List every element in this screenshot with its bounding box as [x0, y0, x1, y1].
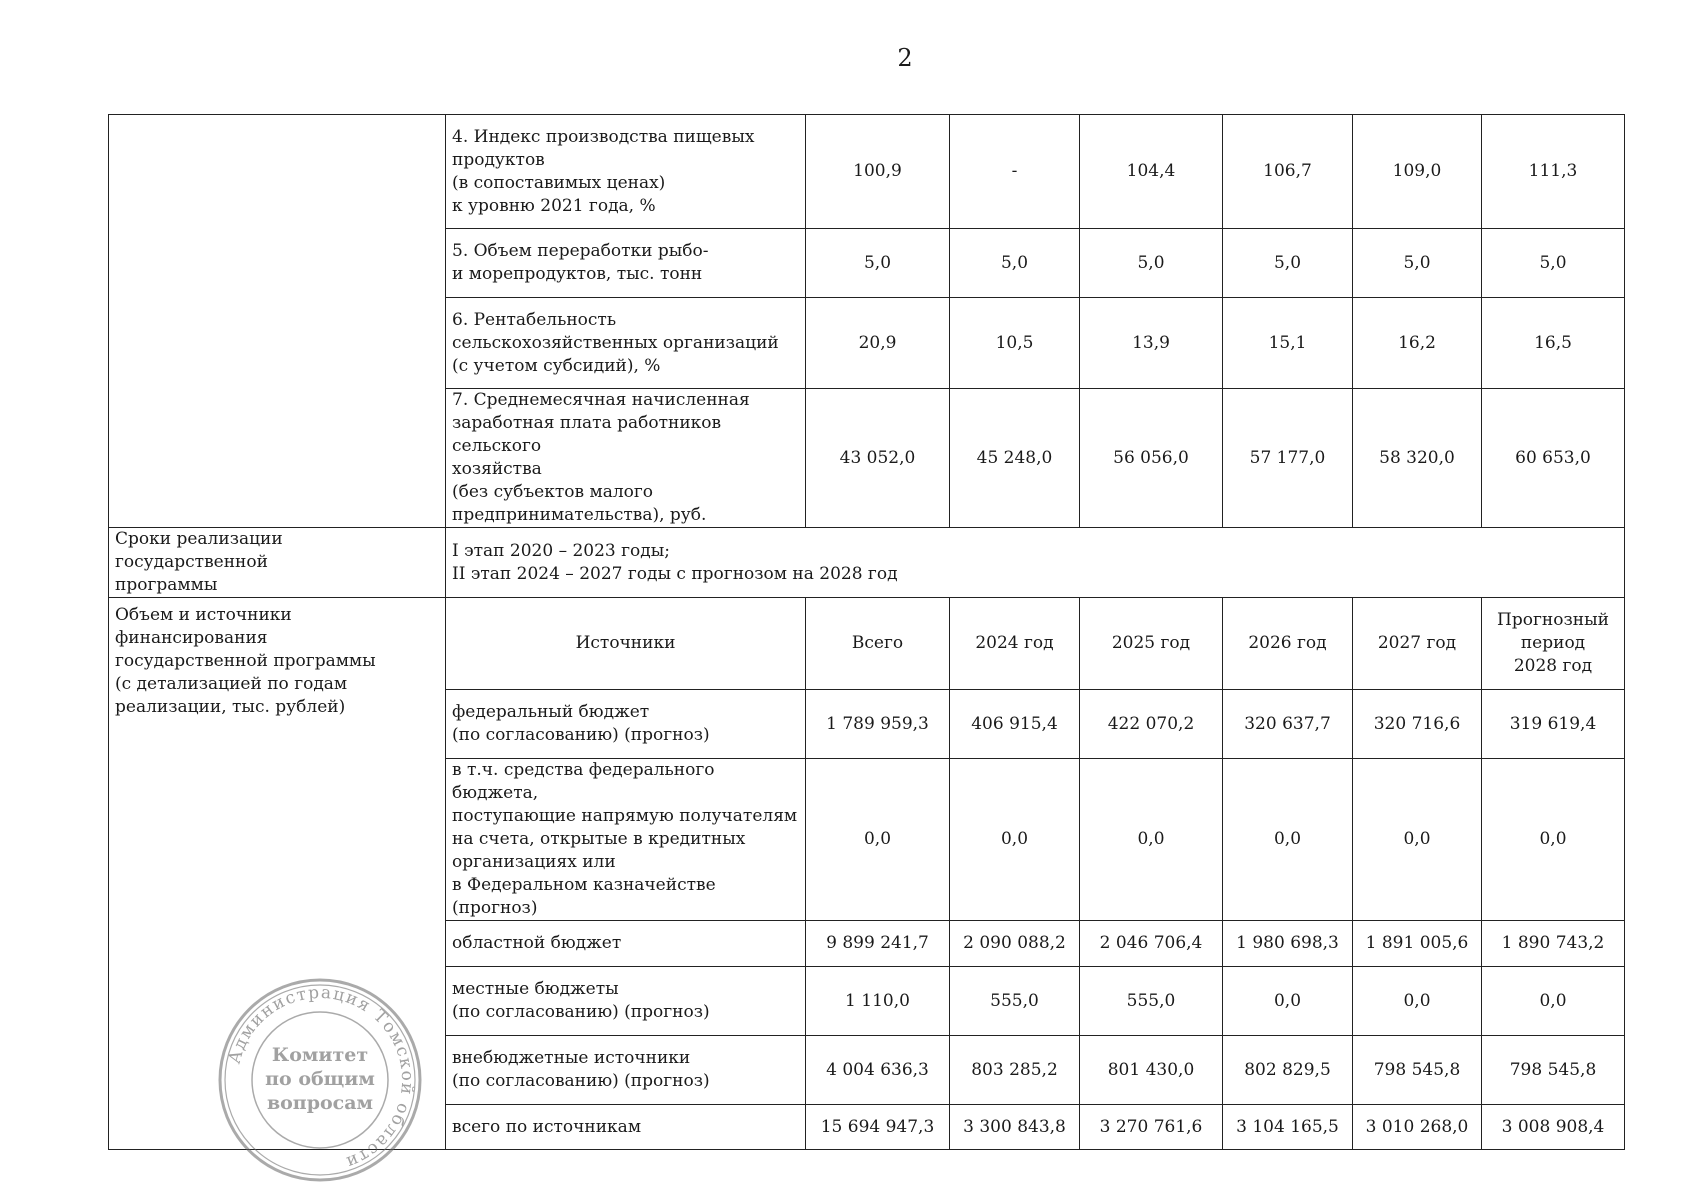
terms-row — [109, 528, 1625, 598]
financing-header-row — [109, 598, 1625, 690]
indicator-value: 5,0 — [806, 229, 950, 298]
financing-value: 798 545,8 — [1353, 1036, 1482, 1105]
financing-value: 3 270 761,6 — [1080, 1105, 1223, 1150]
financing-value: 3 010 268,0 — [1353, 1105, 1482, 1150]
financing-source-label: областной бюджет — [446, 921, 806, 967]
financing-header-cell: Всего — [806, 598, 950, 690]
financing-value: 320 716,6 — [1353, 690, 1482, 759]
financing-value: 0,0 — [1482, 967, 1625, 1036]
indicator-value: 5,0 — [1353, 229, 1482, 298]
indicator-value: 5,0 — [1223, 229, 1353, 298]
financing-value: 0,0 — [1482, 759, 1625, 921]
financing-value: 0,0 — [950, 759, 1080, 921]
indicator-value: 15,1 — [1223, 298, 1353, 389]
indicator-value: 16,5 — [1482, 298, 1625, 389]
financing-value: 320 637,7 — [1223, 690, 1353, 759]
financing-value: 1 789 959,3 — [806, 690, 950, 759]
financing-value: 3 300 843,8 — [950, 1105, 1080, 1150]
indicator-value: 100,9 — [806, 115, 950, 229]
financing-source-label: в т.ч. средства федерального бюджета, поступающие напрямую получателям на счета, открытые в кредитных организациях или в Федеральном казначействе (прогноз) — [446, 759, 806, 921]
indicator-value: 109,0 — [1353, 115, 1482, 229]
financing-value: 2 090 088,2 — [950, 921, 1080, 967]
financing-value: 0,0 — [1080, 759, 1223, 921]
stamp-outer-text-path: Администрация Томской области — [224, 982, 418, 1173]
financing-header-cell: 2024 год — [950, 598, 1080, 690]
stamp-inner-line: Комитет — [271, 1044, 369, 1066]
indicator-value: - — [950, 115, 1080, 229]
financing-value: 9 899 241,7 — [806, 921, 950, 967]
indicator-label: 4. Индекс производства пищевых продуктов (в сопоставимых ценах) к уровню 2021 года, % — [446, 115, 806, 229]
indicator-value: 60 653,0 — [1482, 389, 1625, 528]
financing-value: 4 004 636,3 — [806, 1036, 950, 1105]
indicator-row — [109, 115, 1625, 229]
financing-value: 801 430,0 — [1080, 1036, 1223, 1105]
indicators-left-blank — [109, 115, 446, 528]
financing-source-label: внебюджетные источники (по согласованию) (прогноз) — [446, 1036, 806, 1105]
financing-source-label: федеральный бюджет (по согласованию) (прогноз) — [446, 690, 806, 759]
indicator-value: 13,9 — [1080, 298, 1223, 389]
financing-header-cell: 2026 год — [1223, 598, 1353, 690]
financing-source-label: местные бюджеты (по согласованию) (прогноз) — [446, 967, 806, 1036]
indicator-value: 5,0 — [1482, 229, 1625, 298]
indicator-label: 7. Среднемесячная начисленная заработная плата работников сельского хозяйства (без субъектов малого предпринимательства), руб. — [446, 389, 806, 528]
indicator-value: 45 248,0 — [950, 389, 1080, 528]
indicator-value: 5,0 — [950, 229, 1080, 298]
indicator-value: 20,9 — [806, 298, 950, 389]
financing-value: 3 008 908,4 — [1482, 1105, 1625, 1150]
financing-value: 555,0 — [950, 967, 1080, 1036]
financing-header-cell: 2027 год — [1353, 598, 1482, 690]
indicator-value: 57 177,0 — [1223, 389, 1353, 528]
indicator-value: 10,5 — [950, 298, 1080, 389]
financing-value: 803 285,2 — [950, 1036, 1080, 1105]
terms-label: Сроки реализации государственной программы — [109, 528, 446, 598]
financing-header-cell: Источники — [446, 598, 806, 690]
financing-value: 0,0 — [1353, 759, 1482, 921]
indicator-value: 106,7 — [1223, 115, 1353, 229]
page-number: 2 — [897, 44, 913, 72]
financing-value: 422 070,2 — [1080, 690, 1223, 759]
financing-value: 1 980 698,3 — [1223, 921, 1353, 967]
financing-value: 1 891 005,6 — [1353, 921, 1482, 967]
financing-value: 2 046 706,4 — [1080, 921, 1223, 967]
indicator-value: 5,0 — [1080, 229, 1223, 298]
financing-value: 1 110,0 — [806, 967, 950, 1036]
financing-value: 3 104 165,5 — [1223, 1105, 1353, 1150]
financing-label: Объем и источники финансирования государственной программы (с детализацией по годам реализации, тыс. рублей) — [109, 598, 446, 1150]
financing-source-label: всего по источникам — [446, 1105, 806, 1150]
financing-header-cell: 2025 год — [1080, 598, 1223, 690]
indicator-value: 58 320,0 — [1353, 389, 1482, 528]
financing-header-cell: Прогнозный период 2028 год — [1482, 598, 1625, 690]
financing-value: 319 619,4 — [1482, 690, 1625, 759]
financing-value: 0,0 — [1353, 967, 1482, 1036]
financing-value: 0,0 — [1223, 967, 1353, 1036]
indicator-value: 104,4 — [1080, 115, 1223, 229]
indicator-label: 6. Рентабельность сельскохозяйственных организаций (с учетом субсидий), % — [446, 298, 806, 389]
financing-value: 0,0 — [806, 759, 950, 921]
indicator-value: 43 052,0 — [806, 389, 950, 528]
financing-value: 555,0 — [1080, 967, 1223, 1036]
financing-value: 1 890 743,2 — [1482, 921, 1625, 967]
financing-value: 15 694 947,3 — [806, 1105, 950, 1150]
indicator-value: 111,3 — [1482, 115, 1625, 229]
indicator-value: 16,2 — [1353, 298, 1482, 389]
indicator-label: 5. Объем переработки рыбо- и морепродуктов, тыс. тонн — [446, 229, 806, 298]
stamp-inner-line: по общим — [265, 1068, 375, 1090]
financing-value: 798 545,8 — [1482, 1036, 1625, 1105]
official-stamp — [215, 975, 425, 1185]
financing-value: 0,0 — [1223, 759, 1353, 921]
financing-value: 406 915,4 — [950, 690, 1080, 759]
terms-text: I этап 2020 – 2023 годы; II этап 2024 – 2027 годы с прогнозом на 2028 год — [446, 528, 1625, 598]
stamp-inner-line: вопросам — [266, 1092, 374, 1114]
indicator-value: 56 056,0 — [1080, 389, 1223, 528]
financing-value: 802 829,5 — [1223, 1036, 1353, 1105]
